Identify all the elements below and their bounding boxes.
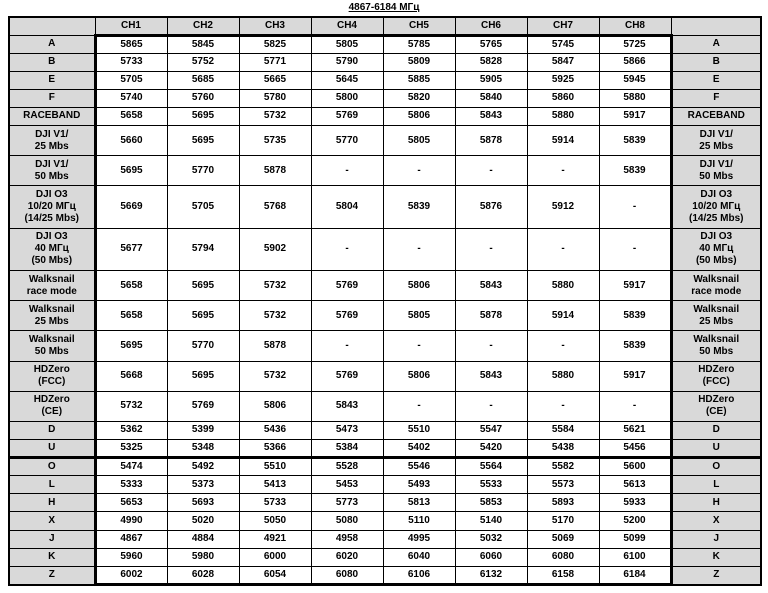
frequency-cell: 5665 [239, 71, 311, 89]
frequency-cell: 6106 [383, 566, 455, 584]
frequency-cell: - [527, 331, 599, 361]
frequency-cell: 5366 [239, 440, 311, 458]
frequency-cell: 5840 [455, 89, 527, 107]
row-label: K [9, 548, 95, 566]
row-label-right: Z [671, 566, 761, 584]
row-label: H [9, 494, 95, 512]
frequency-cell: - [383, 391, 455, 421]
frequency-cell: 5573 [527, 476, 599, 494]
row-label: Z [9, 566, 95, 584]
frequency-cell: 5695 [167, 270, 239, 300]
frequency-cell: 5914 [527, 126, 599, 156]
frequency-cell: 5695 [167, 361, 239, 391]
row-label: DJI O3 10/20 МГц (14/25 Mbs) [9, 186, 95, 228]
frequency-cell: 5733 [239, 494, 311, 512]
row-label: Walksnail 25 Mbs [9, 301, 95, 331]
frequency-cell: 5933 [599, 494, 671, 512]
frequency-cell: 5825 [239, 35, 311, 53]
frequency-cell: 5050 [239, 512, 311, 530]
frequency-cell: 5876 [455, 186, 527, 228]
row-label-right: DJI V1/ 25 Mbs [671, 126, 761, 156]
frequency-cell: 5880 [599, 89, 671, 107]
frequency-cell: 5733 [95, 53, 167, 71]
frequency-cell: 5878 [455, 126, 527, 156]
column-header: CH3 [239, 17, 311, 35]
frequency-cell: 6002 [95, 566, 167, 584]
frequency-cell: 5885 [383, 71, 455, 89]
frequency-cell: - [527, 228, 599, 270]
frequency-cell: 5584 [527, 421, 599, 439]
table-row [9, 361, 761, 391]
row-label: L [9, 476, 95, 494]
row-label: D [9, 421, 95, 439]
corner-cell-right [671, 17, 761, 35]
frequency-cell: 5820 [383, 89, 455, 107]
frequency-cell: 5547 [455, 421, 527, 439]
frequency-cell: 5839 [599, 331, 671, 361]
frequency-cell: 5492 [167, 458, 239, 476]
frequency-cell: 5510 [239, 458, 311, 476]
frequency-cell: 5769 [311, 107, 383, 125]
frequency-cell: 6184 [599, 566, 671, 584]
table-row [9, 53, 761, 71]
frequency-cell: 5732 [239, 301, 311, 331]
frequency-cell: 5325 [95, 440, 167, 458]
column-header: CH2 [167, 17, 239, 35]
frequency-cell: 5902 [239, 228, 311, 270]
frequency-cell: 5770 [311, 126, 383, 156]
frequency-cell: 5493 [383, 476, 455, 494]
frequency-cell: 5732 [95, 391, 167, 421]
frequency-cell: 4990 [95, 512, 167, 530]
row-label: DJI V1/ 50 Mbs [9, 156, 95, 186]
column-header: CH7 [527, 17, 599, 35]
frequency-cell: 5032 [455, 530, 527, 548]
frequency-cell: 5695 [95, 331, 167, 361]
row-label: F [9, 89, 95, 107]
row-label-right: O [671, 458, 761, 476]
row-label-right: J [671, 530, 761, 548]
table-row [9, 156, 761, 186]
frequency-cell: - [455, 391, 527, 421]
frequency-cell: 5790 [311, 53, 383, 71]
frequency-cell: 5893 [527, 494, 599, 512]
frequency-cell: 5760 [167, 89, 239, 107]
frequency-cell: 5866 [599, 53, 671, 71]
row-label-right: X [671, 512, 761, 530]
row-label: DJI V1/ 25 Mbs [9, 126, 95, 156]
frequency-cell: 5456 [599, 440, 671, 458]
frequency-cell: 6080 [527, 548, 599, 566]
frequency-cell: 5805 [311, 35, 383, 53]
frequency-cell: 5845 [167, 35, 239, 53]
row-label-right: K [671, 548, 761, 566]
frequency-cell: - [311, 156, 383, 186]
frequency-cell: - [527, 391, 599, 421]
frequency-cell: 5912 [527, 186, 599, 228]
frequency-cell: 5362 [95, 421, 167, 439]
row-label-right: H [671, 494, 761, 512]
frequency-cell: 5621 [599, 421, 671, 439]
row-label-right: DJI O3 10/20 МГц (14/25 Mbs) [671, 186, 761, 228]
table-row [9, 270, 761, 300]
frequency-cell: 5878 [239, 156, 311, 186]
frequency-cell: 5140 [455, 512, 527, 530]
frequency-cell: 5771 [239, 53, 311, 71]
frequency-cell: - [383, 228, 455, 270]
row-label: Walksnail 50 Mbs [9, 331, 95, 361]
frequency-cell: 5645 [311, 71, 383, 89]
frequency-cell: 5843 [455, 107, 527, 125]
frequency-cell: 5582 [527, 458, 599, 476]
row-label-right: RACEBAND [671, 107, 761, 125]
frequency-cell: 5809 [383, 53, 455, 71]
frequency-cell: 5453 [311, 476, 383, 494]
frequency-cell: 5695 [167, 301, 239, 331]
table-row [9, 530, 761, 548]
frequency-cell: 5668 [95, 361, 167, 391]
row-label: E [9, 71, 95, 89]
row-label: X [9, 512, 95, 530]
frequency-cell: 5613 [599, 476, 671, 494]
frequency-cell: 6158 [527, 566, 599, 584]
frequency-cell: 5806 [383, 361, 455, 391]
frequency-cell: 5473 [311, 421, 383, 439]
row-label-right: HDZero (CE) [671, 391, 761, 421]
row-label: O [9, 458, 95, 476]
frequency-cell: 6028 [167, 566, 239, 584]
row-label-right: Walksnail 50 Mbs [671, 331, 761, 361]
row-label-right: D [671, 421, 761, 439]
frequency-cell: 5914 [527, 301, 599, 331]
frequency-cell: 4995 [383, 530, 455, 548]
frequency-cell: - [599, 186, 671, 228]
frequency-cell: 5732 [239, 107, 311, 125]
frequency-cell: 5785 [383, 35, 455, 53]
table-row [9, 566, 761, 584]
table-row [9, 476, 761, 494]
frequency-cell: 5770 [167, 156, 239, 186]
frequency-cell: - [455, 331, 527, 361]
table-row [9, 89, 761, 107]
frequency-cell: 5564 [455, 458, 527, 476]
frequency-table [8, 16, 762, 586]
column-header: CH1 [95, 17, 167, 35]
table-row [9, 301, 761, 331]
frequency-cell: 5200 [599, 512, 671, 530]
frequency-cell: 5528 [311, 458, 383, 476]
table-row [9, 35, 761, 53]
frequency-cell: 6080 [311, 566, 383, 584]
frequency-cell: 5546 [383, 458, 455, 476]
frequency-cell: 5658 [95, 107, 167, 125]
row-label-right: Walksnail 25 Mbs [671, 301, 761, 331]
frequency-cell: - [599, 228, 671, 270]
table-row [9, 494, 761, 512]
frequency-cell: 5384 [311, 440, 383, 458]
frequency-cell: 5020 [167, 512, 239, 530]
frequency-cell: - [455, 156, 527, 186]
frequency-cell: 5510 [383, 421, 455, 439]
frequency-cell: 5752 [167, 53, 239, 71]
frequency-cell: 5695 [167, 126, 239, 156]
frequency-cell: 6054 [239, 566, 311, 584]
frequency-cell: 5805 [383, 301, 455, 331]
column-header: CH8 [599, 17, 671, 35]
row-label-right: Walksnail race mode [671, 270, 761, 300]
table-row [9, 331, 761, 361]
frequency-cell: 5705 [167, 186, 239, 228]
table-row [9, 512, 761, 530]
table-row [9, 548, 761, 566]
frequency-cell: 5773 [311, 494, 383, 512]
frequency-cell: 5658 [95, 301, 167, 331]
row-label-right: U [671, 440, 761, 458]
frequency-cell: 5806 [383, 107, 455, 125]
frequency-cell: 5860 [527, 89, 599, 107]
frequency-cell: - [311, 331, 383, 361]
frequency-cell: 5080 [311, 512, 383, 530]
table-row [9, 228, 761, 270]
frequency-cell: 5438 [527, 440, 599, 458]
row-label-right: E [671, 71, 761, 89]
frequency-cell: 5813 [383, 494, 455, 512]
page-title: 4867-6184 МГц [348, 2, 420, 13]
frequency-cell: 5843 [455, 270, 527, 300]
frequency-cell: 6100 [599, 548, 671, 566]
frequency-cell: 6060 [455, 548, 527, 566]
frequency-cell: 5769 [311, 301, 383, 331]
frequency-cell: 4921 [239, 530, 311, 548]
frequency-cell: 5917 [599, 361, 671, 391]
frequency-cell: 5732 [239, 270, 311, 300]
frequency-cell: 5420 [455, 440, 527, 458]
frequency-cell: 5695 [167, 107, 239, 125]
frequency-cell: 5474 [95, 458, 167, 476]
frequency-cell: 4884 [167, 530, 239, 548]
row-label: DJI O3 40 МГц (50 Mbs) [9, 228, 95, 270]
row-label: J [9, 530, 95, 548]
frequency-cell: 6000 [239, 548, 311, 566]
frequency-cell: 5735 [239, 126, 311, 156]
frequency-cell: 5705 [95, 71, 167, 89]
frequency-cell: 5740 [95, 89, 167, 107]
frequency-cell: 5847 [527, 53, 599, 71]
frequency-cell: 5413 [239, 476, 311, 494]
frequency-cell: 5806 [383, 270, 455, 300]
frequency-cell: 5804 [311, 186, 383, 228]
frequency-cell: 5828 [455, 53, 527, 71]
frequency-cell: 5693 [167, 494, 239, 512]
frequency-cell: 5658 [95, 270, 167, 300]
frequency-cell: - [383, 331, 455, 361]
frequency-cell: 5732 [239, 361, 311, 391]
frequency-cell: 5110 [383, 512, 455, 530]
frequency-cell: 5805 [383, 126, 455, 156]
frequency-cell: 5853 [455, 494, 527, 512]
table-row [9, 126, 761, 156]
frequency-cell: - [527, 156, 599, 186]
frequency-cell: 5917 [599, 270, 671, 300]
frequency-cell: 5745 [527, 35, 599, 53]
frequency-cell: 5600 [599, 458, 671, 476]
row-label-right: HDZero (FCC) [671, 361, 761, 391]
frequency-cell: 6132 [455, 566, 527, 584]
column-header: CH5 [383, 17, 455, 35]
row-label: HDZero (CE) [9, 391, 95, 421]
frequency-cell: 5765 [455, 35, 527, 53]
header-row [9, 17, 761, 35]
frequency-cell: 5905 [455, 71, 527, 89]
frequency-cell: 6040 [383, 548, 455, 566]
frequency-cell: 5348 [167, 440, 239, 458]
frequency-cell: 5880 [527, 361, 599, 391]
row-label: B [9, 53, 95, 71]
frequency-cell: 5878 [239, 331, 311, 361]
table-row [9, 391, 761, 421]
frequency-cell: 5917 [599, 107, 671, 125]
table-row [9, 107, 761, 125]
frequency-cell: 5839 [383, 186, 455, 228]
column-header: CH6 [455, 17, 527, 35]
frequency-cell: 5373 [167, 476, 239, 494]
frequency-cell: 5402 [383, 440, 455, 458]
frequency-cell: 5960 [95, 548, 167, 566]
table-row [9, 458, 761, 476]
frequency-cell: - [455, 228, 527, 270]
frequency-cell: 5768 [239, 186, 311, 228]
frequency-cell: 5843 [455, 361, 527, 391]
table-row [9, 421, 761, 439]
row-label-right: DJI V1/ 50 Mbs [671, 156, 761, 186]
frequency-cell: 5660 [95, 126, 167, 156]
row-label: U [9, 440, 95, 458]
frequency-cell: 5780 [239, 89, 311, 107]
row-label: Walksnail race mode [9, 270, 95, 300]
column-header: CH4 [311, 17, 383, 35]
frequency-cell: 5695 [95, 156, 167, 186]
frequency-cell: 5769 [311, 270, 383, 300]
corner-cell-left [9, 17, 95, 35]
frequency-cell: 5099 [599, 530, 671, 548]
frequency-cell: 5806 [239, 391, 311, 421]
frequency-cell: 5925 [527, 71, 599, 89]
frequency-cell: 5839 [599, 126, 671, 156]
frequency-cell: 5843 [311, 391, 383, 421]
row-label: A [9, 35, 95, 53]
row-label-right: DJI O3 40 МГц (50 Mbs) [671, 228, 761, 270]
table-row [9, 186, 761, 228]
frequency-cell: 5436 [239, 421, 311, 439]
frequency-cell: 5770 [167, 331, 239, 361]
frequency-cell: 5945 [599, 71, 671, 89]
frequency-cell: 5800 [311, 89, 383, 107]
row-label: RACEBAND [9, 107, 95, 125]
frequency-cell: - [599, 391, 671, 421]
table-row [9, 71, 761, 89]
frequency-cell: 5769 [311, 361, 383, 391]
frequency-cell: 6020 [311, 548, 383, 566]
row-label-right: F [671, 89, 761, 107]
frequency-cell: 5980 [167, 548, 239, 566]
frequency-cell: 5533 [455, 476, 527, 494]
frequency-cell: 5170 [527, 512, 599, 530]
frequency-cell: 5865 [95, 35, 167, 53]
table-row [9, 440, 761, 458]
frequency-cell: 5399 [167, 421, 239, 439]
frequency-cell: - [383, 156, 455, 186]
frequency-cell: 5839 [599, 156, 671, 186]
frequency-cell: 5878 [455, 301, 527, 331]
frequency-cell: 5725 [599, 35, 671, 53]
frequency-cell: 5069 [527, 530, 599, 548]
frequency-cell: 5669 [95, 186, 167, 228]
row-label-right: L [671, 476, 761, 494]
frequency-cell: 5333 [95, 476, 167, 494]
frequency-cell: 5794 [167, 228, 239, 270]
frequency-cell: - [311, 228, 383, 270]
row-label-right: B [671, 53, 761, 71]
frequency-cell: 4958 [311, 530, 383, 548]
frequency-cell: 5769 [167, 391, 239, 421]
frequency-cell: 5880 [527, 107, 599, 125]
frequency-cell: 5880 [527, 270, 599, 300]
frequency-cell: 4867 [95, 530, 167, 548]
frequency-cell: 5839 [599, 301, 671, 331]
row-label: HDZero (FCC) [9, 361, 95, 391]
row-label-right: A [671, 35, 761, 53]
frequency-cell: 5653 [95, 494, 167, 512]
frequency-cell: 5677 [95, 228, 167, 270]
frequency-cell: 5685 [167, 71, 239, 89]
